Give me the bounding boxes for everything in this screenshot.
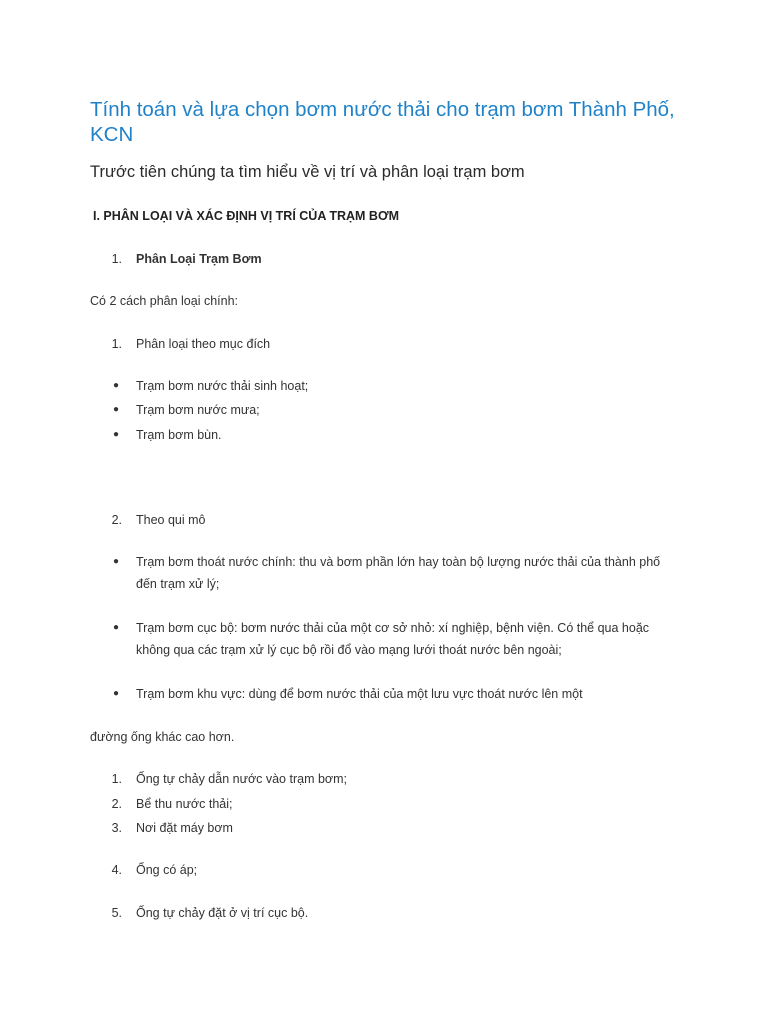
- list-item-text: Trạm bơm thoát nước chính: thu và bơm phần lớn hay toàn bộ lượng nước thải của thành phố đến trạm xử lý;: [136, 555, 661, 591]
- page-title: Tính toán và lựa chọn bơm nước thải cho trạm bơm Thành Phố, KCN: [90, 98, 675, 146]
- classify-label: Theo qui mô: [136, 513, 206, 527]
- list-number: 1.: [111, 337, 122, 351]
- list-item-text: Trạm bơm nước thải sinh hoạt;: [136, 379, 309, 393]
- list-item-text: Bể thu nước thải;: [136, 797, 233, 811]
- list-item-text: Ống tự chảy dẫn nước vào trạm bơm;: [136, 772, 347, 786]
- list-item-text: Ống có áp;: [136, 863, 198, 877]
- list-item-text: Trạm bơm cục bộ: bơm nước thải của một cơ sở nhỏ: xí nghiệp, bệnh viện. Có thể qua hoặc không qua các trạm xử lý cục bộ rồi đổ vào mạng lưới thoát nước bên ngoài;: [136, 621, 650, 657]
- list-item-text: Trạm bơm nước mưa;: [136, 403, 260, 417]
- section-heading: I. PHÂN LOẠI VÀ XÁC ĐỊNH VỊ TRÍ CỦA TRẠM BƠM: [93, 209, 400, 223]
- bullet-icon: ●: [113, 380, 120, 391]
- list-item-text: Trạm bơm khu vực: dùng để bơm nước thải của một lưu vực thoát nước lên một: [136, 687, 583, 701]
- list-item-text: Ống tự chảy đặt ở vị trí cục bộ.: [136, 906, 309, 920]
- list-item-text: Nơi đặt máy bơm: [136, 821, 233, 835]
- list-number: 2.: [111, 797, 122, 811]
- bullet-icon: ●: [113, 429, 120, 440]
- bullet-icon: ●: [113, 404, 120, 415]
- bullet-icon: ●: [113, 622, 120, 633]
- subsection-title: Phân Loại Trạm Bơm: [136, 252, 262, 266]
- list-number: 4.: [111, 863, 122, 877]
- continuation-paragraph: đường ống khác cao hơn.: [90, 730, 235, 744]
- bullet-icon: ●: [113, 556, 120, 567]
- bullet-icon: ●: [113, 688, 120, 699]
- list-number: 1.: [111, 772, 122, 786]
- list-number: 1.: [111, 252, 122, 266]
- page-subtitle: Trước tiên chúng ta tìm hiểu về vị trí và phân loại trạm bơm: [90, 163, 525, 181]
- classify-label: Phân loại theo mục đích: [136, 337, 271, 351]
- list-number: 5.: [111, 906, 122, 920]
- list-item-text: Trạm bơm bùn.: [136, 428, 222, 442]
- intro-paragraph: Có 2 cách phân loại chính:: [90, 294, 239, 308]
- list-number: 3.: [111, 821, 122, 835]
- list-number: 2.: [111, 513, 122, 527]
